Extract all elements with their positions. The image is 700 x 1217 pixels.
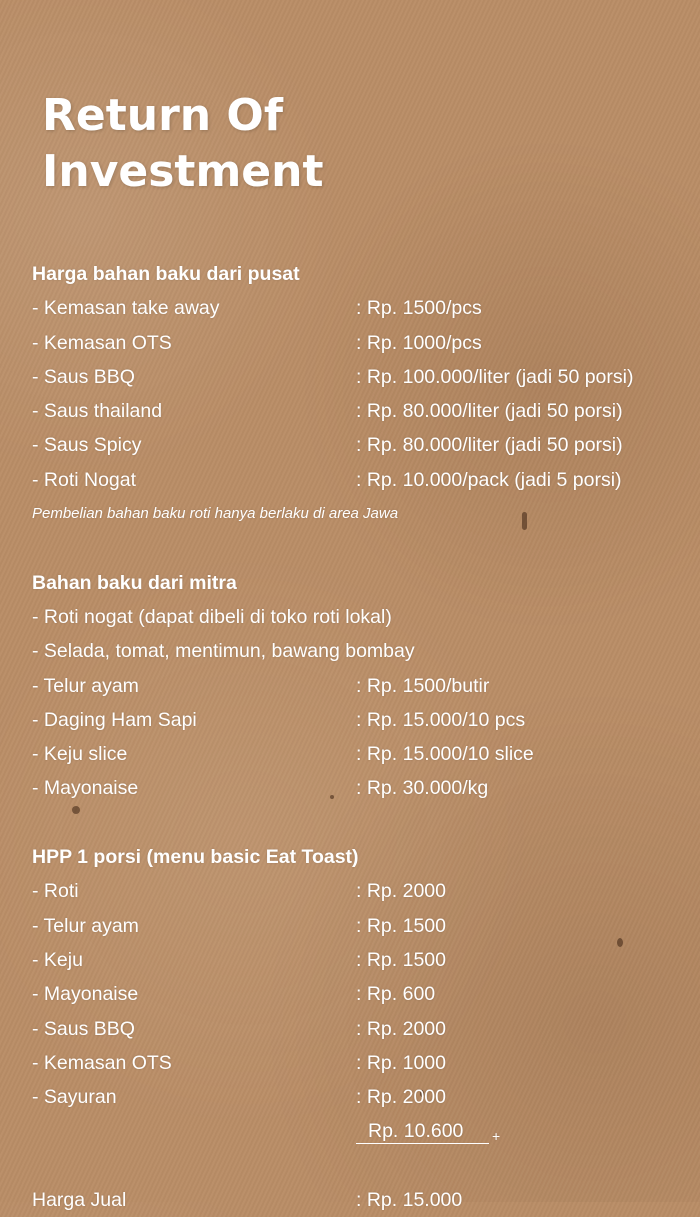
harga-jual-label: Harga Jual	[32, 1189, 127, 1212]
item-name: - Saus BBQ	[32, 1017, 135, 1040]
list-item	[32, 669, 672, 703]
list-item	[32, 326, 672, 360]
list-item	[32, 1012, 672, 1046]
item-value: : Rp. 15.000/10 slice	[356, 743, 534, 766]
section-bahan-baku-mitra	[32, 566, 672, 806]
area-note: Pembelian bahan baku roti hanya berlaku di area Jawa	[32, 505, 399, 523]
section-hpp	[32, 840, 672, 1149]
list-item	[32, 703, 672, 737]
item-value: : Rp. 30.000/kg	[356, 777, 489, 800]
list-item	[32, 291, 672, 325]
item-value: : Rp. 1000/pcs	[356, 331, 482, 354]
item-name: - Saus Spicy	[32, 434, 142, 457]
item-value: : Rp. 80.000/liter (jadi 50 porsi)	[356, 400, 623, 423]
item-name: - Roti nogat (dapat dibeli di toko roti lokal)	[32, 605, 392, 628]
item-name: - Telur ayam	[32, 914, 139, 937]
item-value: : Rp. 2000	[356, 880, 446, 903]
list-item	[32, 600, 672, 634]
page-title	[42, 88, 324, 200]
item-value: : Rp. 80.000/liter (jadi 50 porsi)	[356, 434, 623, 457]
list-item	[32, 977, 672, 1011]
list-item	[32, 394, 672, 428]
item-name: - Mayonaise	[32, 777, 139, 800]
list-item	[32, 428, 672, 462]
list-item	[32, 360, 672, 394]
page-title-line-1: Return Of	[42, 90, 283, 141]
section-spacer	[32, 531, 672, 565]
item-name: - Roti	[32, 880, 79, 903]
hpp-total-row	[32, 1114, 672, 1148]
item-name: - Selada, tomat, mentimun, bawang bombay	[32, 640, 415, 663]
item-value: : Rp. 600	[356, 983, 436, 1006]
section-heading: Harga bahan baku dari pusat	[32, 263, 300, 285]
list-item	[32, 1046, 672, 1080]
item-name: - Saus thailand	[32, 400, 163, 423]
item-value: : Rp. 2000	[356, 1017, 446, 1040]
item-value: : Rp. 1500	[356, 948, 446, 971]
page-title-line-2: Investment	[42, 146, 324, 197]
item-name: - Daging Ham Sapi	[32, 708, 197, 731]
item-value: : Rp. 10.000/pack (jadi 5 porsi)	[356, 468, 622, 491]
item-value: : Rp. 100.000/liter (jadi 50 porsi)	[356, 365, 634, 388]
item-name: - Kemasan OTS	[32, 331, 172, 354]
list-item	[32, 874, 672, 908]
item-name: - Kemasan OTS	[32, 1051, 172, 1074]
list-item	[32, 737, 672, 771]
item-name: - Roti Nogat	[32, 468, 137, 491]
list-item	[32, 943, 672, 977]
item-name: - Sayuran	[32, 1086, 117, 1109]
list-item	[32, 634, 672, 668]
item-name: - Keju slice	[32, 743, 128, 766]
harga-jual-row	[32, 1183, 672, 1217]
section-bahan-baku-pusat	[32, 257, 672, 531]
section-heading: Bahan baku dari mitra	[32, 571, 237, 594]
harga-jual-value: : Rp. 15.000	[356, 1189, 463, 1212]
sum-underline	[356, 1143, 489, 1144]
item-value: : Rp. 1000	[356, 1051, 446, 1074]
item-value: : Rp. 1500/butir	[356, 674, 490, 697]
item-name: - Keju	[32, 948, 83, 971]
list-item	[32, 463, 672, 497]
item-value: : Rp. 15.000/10 pcs	[356, 708, 526, 731]
hpp-total-value: Rp. 10.600	[368, 1120, 464, 1143]
section-spacer	[32, 806, 672, 840]
plus-sign: +	[492, 1128, 501, 1145]
list-item	[32, 909, 672, 943]
item-value: : Rp. 1500/pcs	[356, 297, 482, 320]
list-item	[32, 771, 672, 805]
item-name: - Mayonaise	[32, 983, 139, 1006]
list-item	[32, 1080, 672, 1114]
section-spacer	[32, 1149, 672, 1183]
item-name: - Saus BBQ	[32, 365, 135, 388]
section-heading: HPP 1 porsi (menu basic Eat Toast)	[32, 846, 359, 869]
item-name: - Kemasan take away	[32, 297, 220, 320]
item-name: - Telur ayam	[32, 674, 139, 697]
item-value: : Rp. 2000	[356, 1086, 446, 1109]
roi-content	[32, 257, 672, 1217]
item-value: : Rp. 1500	[356, 914, 446, 937]
